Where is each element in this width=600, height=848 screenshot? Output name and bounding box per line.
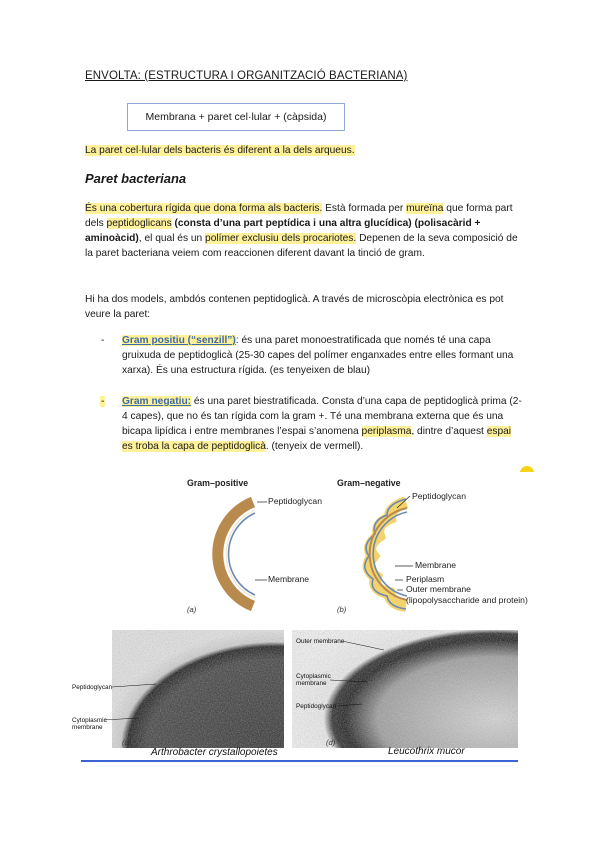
bullet-gram-negative bbox=[122, 394, 522, 454]
label-neg-lps: (lipopolysaccharide and protein) bbox=[406, 595, 528, 605]
bullet-dash-2: - bbox=[101, 396, 105, 407]
summary-box: Membrana + paret cel·lular + (càpsida) bbox=[127, 103, 345, 131]
gram-negative-text-3: . (tenyeix de vermell). bbox=[265, 441, 364, 452]
label-neg-periplasm: Periplasm bbox=[406, 574, 445, 584]
micro-right-outer-membrane: Outer membrane bbox=[296, 638, 345, 645]
micro-right-membrane: membrane bbox=[296, 680, 327, 687]
micro-right-cytoplasmic: Cytoplasmic bbox=[296, 673, 331, 680]
para1-highlight-1: És una cobertura rígida que dona forma als bacteris. bbox=[85, 203, 323, 214]
section-heading: Paret bacteriana bbox=[85, 171, 187, 186]
tag-c: (c) bbox=[122, 738, 131, 747]
intro-text: La paret cel·lular dels bacteris és diferent a la dels arqueus. bbox=[85, 145, 355, 156]
gram-positive-title: Gram–positive bbox=[187, 478, 249, 488]
gram-negative-title: Gram–negative bbox=[337, 478, 401, 488]
peptidoglican-space-highlight: espai es troba la capa de peptidoglicà bbox=[122, 426, 512, 452]
paragraph-models: Hi ha dos models, ambdós contenen peptidoglicà. A través de microscòpia electrònica es pot veure la paret: bbox=[85, 294, 504, 320]
gram-positive-text: : és una paret monoestratificada que només té una capa gruixuda de peptidoglicà (25-30 capes del polímer enganxades entre elles formant una xarxa). És una estructura rígida. (es tenyeixen de blau) bbox=[122, 335, 514, 376]
para1-text-4: Depenen de la seva composició de la paret bacteriana veiem com reaccionen diferent davant la tinció de gram. bbox=[85, 233, 518, 259]
label-pos-peptidoglycan: Peptidoglycan bbox=[268, 496, 322, 506]
tag-d: (d) bbox=[326, 738, 336, 747]
bullet-gram-positive bbox=[122, 333, 522, 378]
micro-left-membrane: membrane bbox=[72, 724, 103, 731]
page-title: ENVOLTA: (ESTRUCTURA I ORGANITZACIÓ BACTERIANA) bbox=[85, 70, 408, 82]
para1-text-2: que forma part dels bbox=[85, 203, 513, 229]
label-pos-membrane: Membrane bbox=[268, 574, 310, 584]
bullet-dash-1: - bbox=[101, 335, 105, 346]
label-neg-membrane: Membrane bbox=[415, 560, 457, 570]
gram-negative-term: Gram negatiu: bbox=[122, 396, 192, 407]
para1-bold: (consta d’una part peptídica i una altra glucídica) (polisacàrid + aminoàcid) bbox=[85, 218, 481, 244]
label-neg-peptidoglycan: Peptidoglycan bbox=[412, 491, 466, 501]
micro-left-cytoplasmic: Cytoplasmic bbox=[72, 717, 107, 724]
para1-highlight-2: mureïna bbox=[406, 203, 444, 214]
tag-a: (a) bbox=[187, 605, 197, 614]
gram-negative-text-2: , dintre d’aquest bbox=[411, 426, 487, 437]
micro-right-peptidoglycan: Peptidoglycan bbox=[296, 703, 337, 710]
caption-d: Leucothrix mucor bbox=[388, 746, 465, 757]
micro-left-peptidoglycan: Peptidoglycan bbox=[72, 684, 113, 691]
gram-positive-term: Gram positiu (“senzill”) bbox=[122, 335, 236, 346]
para1-text-1: Està formada per bbox=[322, 203, 407, 214]
gram-wall-diagram bbox=[175, 472, 545, 618]
bottom-rule bbox=[81, 760, 518, 762]
tag-b: (b) bbox=[337, 605, 347, 614]
gram-negative-text-1: és una paret biestratificada. Consta d’una capa de peptidoglicà prima (2-4 capes), que no és tan rígida com la gram +. Té una membrana externa que és una bicapa lipídica i entre membranes l’espai s’anomena bbox=[122, 396, 522, 437]
para1-highlight-3: peptidoglicans bbox=[106, 218, 172, 229]
label-neg-outer-membrane: Outer membrane bbox=[406, 584, 471, 594]
paragraph-paret bbox=[85, 201, 525, 261]
micrographs-panel bbox=[66, 628, 521, 760]
para1-text-3: , el qual és un bbox=[138, 233, 206, 244]
intro-line bbox=[85, 143, 355, 158]
periplasma-highlight: periplasma bbox=[361, 426, 412, 437]
para1-highlight-4: polímer exclusiu dels procariotes. bbox=[205, 233, 357, 244]
caption-c: Arthrobacter crystallopoietes bbox=[151, 747, 278, 758]
